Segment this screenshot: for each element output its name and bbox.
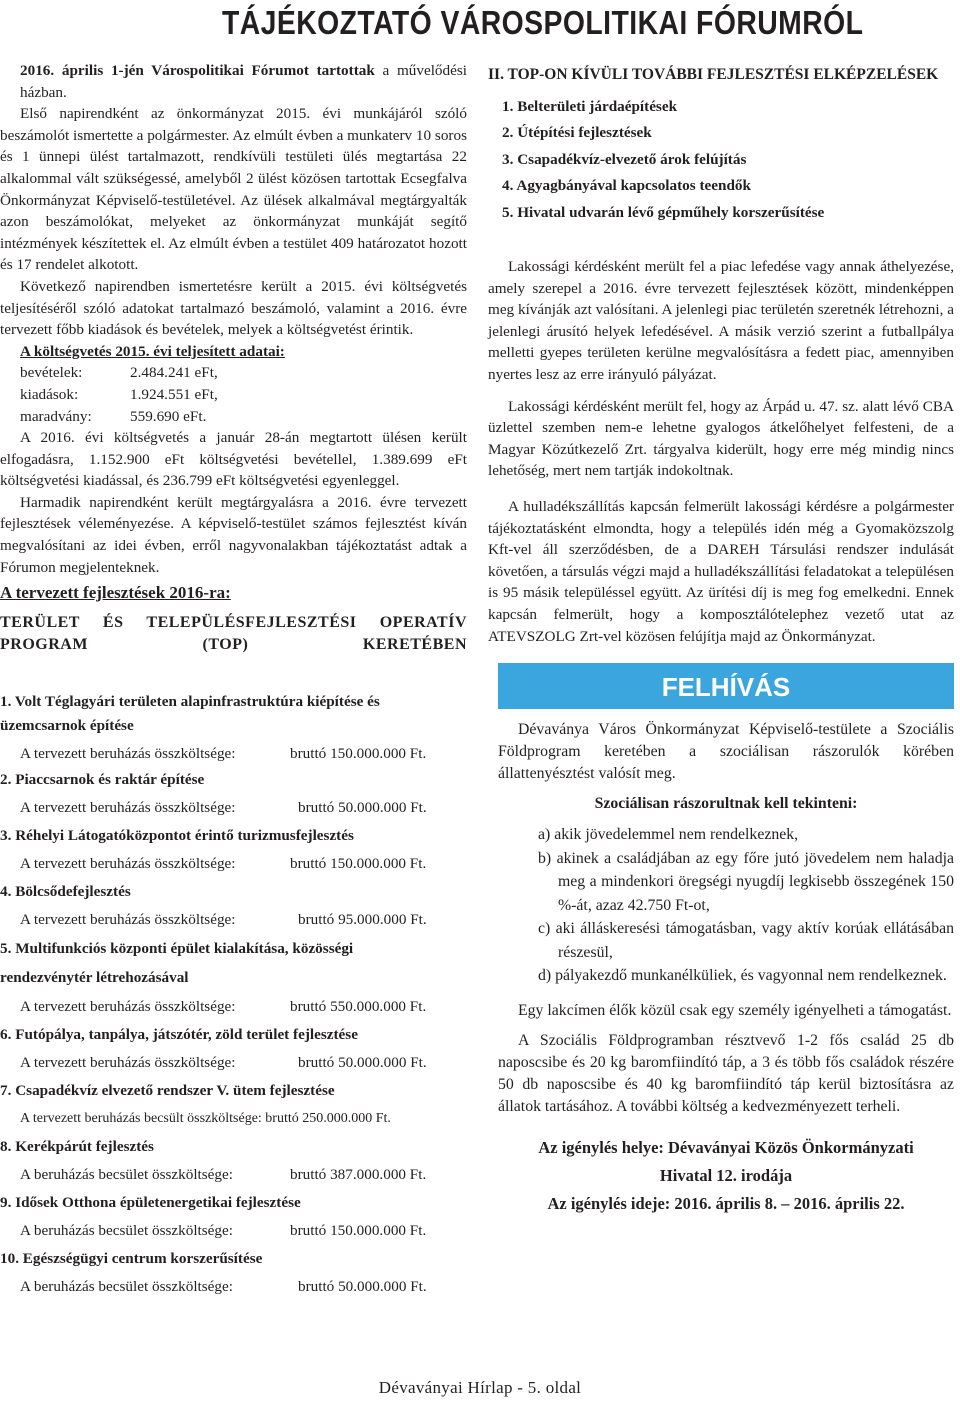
- budget-title: A költségvetés 2015. évi teljesített adatai:: [20, 342, 285, 360]
- cost-label: A beruházás becsület összköltsége:: [20, 1221, 233, 1239]
- project-cost: [0, 742, 467, 766]
- top2-list: [488, 94, 954, 227]
- intro-rest: a művelődési házban.: [20, 62, 467, 101]
- budget-value: 559.690 eFt.: [130, 407, 207, 425]
- top2-title: II. TOP-ON KÍVÜLI TOVÁBBI FEJLESZTÉSI ELKÉPZELÉSEK: [488, 66, 939, 83]
- budget-label: kiadások:: [20, 385, 79, 403]
- cost-label: A tervezett beruházás összköltsége:: [20, 997, 236, 1015]
- project-item: [0, 1021, 467, 1077]
- criteria-item: c) aki álláskeresési támogatásban, vagy aktív korúak ellátásában részesül,: [538, 920, 954, 961]
- cost-value: bruttó 95.000.000 Ft.: [298, 910, 427, 928]
- top2-item: 5. Hivatal udvarán lévő gépműhely korszerűsítése: [502, 203, 825, 221]
- criteria-item: a) akik jövedelemmel nem rendelkeznek,: [538, 826, 799, 844]
- cost-value: bruttó 50.000.000 Ft.: [298, 1053, 427, 1071]
- project-title: 1. Volt Téglagyári területen alapinfrastruktúra kiépítése és üzemcsarnok építése: [0, 692, 380, 734]
- project-cost: [0, 1273, 467, 1301]
- cost-label: A tervezett beruházás összköltsége:: [20, 1053, 236, 1071]
- project-item: [0, 822, 467, 878]
- cost-value: bruttó 150.000.000 Ft.: [290, 744, 427, 762]
- project-title: 8. Kerékpárút fejlesztés: [0, 1137, 154, 1155]
- cost-label: A tervezett beruházás összköltsége:: [20, 798, 236, 816]
- project-title: 2. Piaccsarnok és raktár építése: [0, 770, 205, 788]
- cost-value: bruttó 150.000.000 Ft.: [290, 1221, 427, 1239]
- project-title: 10. Egészségügyi centrum korszerűsítése: [0, 1249, 263, 1267]
- project-item: [0, 934, 467, 1021]
- top2-item: 4. Agyagbányával kapcsolatos teendők: [502, 177, 751, 195]
- cost-label: A tervezett beruházás összköltsége:: [20, 854, 236, 872]
- question-piac: Lakossági kérdésként merült fel a piac lefedése vagy annak áthelyezése, amely szerepel a 2016. évre tervezett fejlesztések között, mindenképpen meg kívánják azt valósítani. A jelenlegi piac területén szeretnék létrehozni, a jelenlegi árusító helyek lefedésével. A másik verzió szerint a futballpálya melletti gyepes területen kerülne megvalósításra a fedett piac, amennyiben nyertes lesz az erre irányuló pályázat.: [488, 258, 954, 384]
- project-cost: [0, 1049, 467, 1077]
- budget-paragraph: Következő napirendben ismertetésre került a 2015. évi költségvetés teljesítéséről szóló adatokat tartalmazó beszámoló, valamint a 2016. évre tervezett főbb kiadások és bevételek, melyek a költségvetést érintik.: [0, 277, 467, 339]
- cost-label: A beruházás becsület összköltsége:: [20, 1165, 233, 1183]
- project-title: 5. Multifunkciós központi épület kialakítása, közösségi rendezvénytér létrehozásával: [0, 939, 354, 986]
- project-cost: [0, 992, 467, 1021]
- budget2016-paragraph: A 2016. évi költségvetés a január 28-án megtartott ülésen került elfogadásra, 1.152.900 eFt költségvetési bevétellel, 1.389.699 eFt költségvetési kiadással, és 236.799 eFt költségvetési egyenleggel.: [0, 429, 467, 490]
- budget-label: maradvány:: [20, 407, 92, 425]
- project-cost: [0, 906, 467, 934]
- felhivas-subtitle: Szociálisan rászorultnak kell tekinteni:: [594, 795, 858, 813]
- top2-item: 3. Csapadékvíz-elvezető árok felújítás: [502, 150, 747, 168]
- plans-paragraph: Harmadik napirendként került megtárgyalásra a 2016. évre tervezett fejlesztések véleményezése. A képviselő-testület számos fejlesztést kíván megvalósítani az idei évben, erről nagyvonalakban tájékoztatást adtak a Fórumon megjelenteknek.: [0, 493, 467, 576]
- question-atkelo: Lakossági kérdésként merült fel, hogy az Árpád u. 47. sz. alatt lévő CBA üzlettel szemben nem-e lehetne gyalogos átkelőhelyet felfesteni, de a Magyar Közútkezelő Zrt. tárgyalva kiderült, hogy erre még mindig nincs lehetőség, mert nem tartják indokoltnak.: [488, 397, 954, 480]
- top2-item: 2. Útépítési fejlesztések: [502, 124, 652, 142]
- cost-value: bruttó 50.000.000 Ft.: [298, 798, 427, 816]
- project-title: 4. Bölcsődefejlesztés: [0, 882, 131, 900]
- project-title: 7. Csapadékvíz elvezető rendszer V. ütem fejlesztése: [0, 1081, 335, 1099]
- project-item: [0, 1245, 467, 1301]
- budget-value: 2.484.241 eFt,: [130, 364, 218, 382]
- project-cost: [0, 794, 467, 822]
- page-title: TÁJÉKOZTATÓ VÁROSPOLITIKAI FÓRUMRÓL: [221, 4, 864, 41]
- project-cost: [0, 850, 467, 878]
- project-title: 6. Futópálya, tanpálya, játszótér, zöld terület fejlesztése: [0, 1025, 358, 1043]
- criteria-item: b) akinek a családjában az egy főre jutó jövedelem nem haladja meg a mindenkori öregségi nyugdíj legkisebb összegének 150 %-át, azaz 42.750 Ft-ot,: [538, 849, 954, 914]
- criteria-list: [498, 823, 954, 988]
- plans-title: A tervezett fejlesztések 2016-ra:: [0, 583, 231, 603]
- budget-value: 1.924.551 eFt,: [130, 385, 218, 403]
- felhivas-intro: Dévaványa Város Önkormányzat Képviselő-testülete a Szociális Földprogram keretében a szociálisan rászorulók körében állattenyésztést valósít meg.: [498, 721, 954, 783]
- project-item: [0, 1189, 467, 1245]
- felhivas-banner: FELHÍVÁS: [498, 663, 954, 709]
- project-title: 9. Idősek Otthona épületenergetikai fejlesztése: [0, 1193, 301, 1211]
- right-column: [488, 60, 954, 1218]
- project-cost: [0, 1105, 467, 1133]
- budget-label: bevételek:: [20, 364, 83, 382]
- criteria-item: d) pályakezdő munkanélküliek, és vagyonnal nem rendelkeznek.: [538, 967, 947, 985]
- project-item: [0, 1133, 467, 1189]
- cost-label: A tervezett beruházás összköltsége:: [20, 910, 236, 928]
- felhivas-details: A Szociális Földprogramban résztvevő 1-2 fős család 25 db naposcsibe és 20 kg baromfiindító táp, a 3 és több fős családok részére 50 db naposcsibe és 40 kg baromfiindító táp kerül biztosításra az állatok tartásához. A további költség a kedvezményezett terheli.: [498, 1031, 954, 1115]
- felhivas-one-per-address: Egy lakcímen élők közül csak egy személy igényelheti a támogatást.: [518, 1001, 952, 1019]
- project-cost: [0, 1217, 467, 1245]
- project-cost: [0, 1161, 467, 1189]
- intro-bold: 2016. április 1-jén Várospolitikai Fórumot tartottak: [20, 62, 375, 79]
- intro-paragraph: [20, 60, 467, 103]
- project-item: [0, 766, 467, 822]
- cost-label: A beruházás becsület összköltsége:: [20, 1277, 233, 1295]
- cost-value: bruttó 387.000.000 Ft.: [290, 1165, 427, 1183]
- report-paragraph: Első napirendként az önkormányzat 2015. évi munkájáról szóló beszámolót ismertette a polgármester. Az elmúlt évben a munkaterv 10 soros és 1 ünnepi ülést tartalmazott, rendkívüli testületi ülés megtartása 22 alkalommal vált szükségessé, amelyből 2 ülést közösen tartottak Ecsegfalva Önkormányzat Képviselő-testületével. Az ülések alkalmával megtárgyalták azon beszámolókat, melyeket az önkormányzat munkáját segítő intézmények készítettek el. Az elmúlt évben a testület 409 határozatot hozott és 17 rendelet alkotott.: [0, 105, 467, 274]
- project-item: [0, 690, 467, 766]
- left-column: [0, 60, 467, 1301]
- budget-table: [0, 362, 467, 427]
- cost-label: A tervezett beruházás becsült összköltsége: bruttó 250.000.000 Ft.: [20, 1110, 391, 1126]
- top2-item: 1. Belterületi járdaépítések: [502, 97, 678, 115]
- cost-value: bruttó 150.000.000 Ft.: [290, 854, 427, 872]
- project-title: 3. Réhelyi Látogatóközpontot érintő turizmusfejlesztés: [0, 826, 354, 844]
- question-hulladek: A hulladékszállítás kapcsán felmerült lakossági kérdésre a polgármester tájékoztatásként elmondta, hogy a település idén még a Gyomaközszolg Kft-vel áll szerződésben, de a DAREH Társulási rendszer indulását követően, a társulás végzi majd a hulladékszállítási feladatokat a településen is 95 másik településsel együtt. Az ürítési díj is meg fog emelkedni. Ennek kapcsán felmerült, hogy a komposztálótelephez vezető utat az ATEVSZOLG Zrt-vel közösen felújítja majd az Önkormányzat.: [488, 498, 954, 645]
- cost-value: bruttó 550.000.000 Ft.: [290, 997, 427, 1015]
- felhivas-section: [488, 719, 954, 1218]
- application-place: Az igénylés helye: Dévaványai Közös Önkormányzati Hivatal 12. irodája: [538, 1137, 914, 1185]
- project-item: [0, 878, 467, 934]
- project-item: [0, 1077, 467, 1133]
- cost-value: bruttó 50.000.000 Ft.: [298, 1277, 427, 1295]
- cost-label: A tervezett beruházás összköltsége:: [20, 744, 236, 762]
- page-footer: Dévaványai Hírlap - 5. oldal: [378, 1378, 582, 1397]
- top-title: TERÜLET ÉS TELEPÜLÉSFEJLESZTÉSI OPERATÍV PROGRAM (TOP) KERETÉBEN: [0, 613, 467, 653]
- application-time: Az igénylés ideje: 2016. április 8. – 2016. április 22.: [547, 1193, 905, 1213]
- project-list: [0, 690, 467, 1301]
